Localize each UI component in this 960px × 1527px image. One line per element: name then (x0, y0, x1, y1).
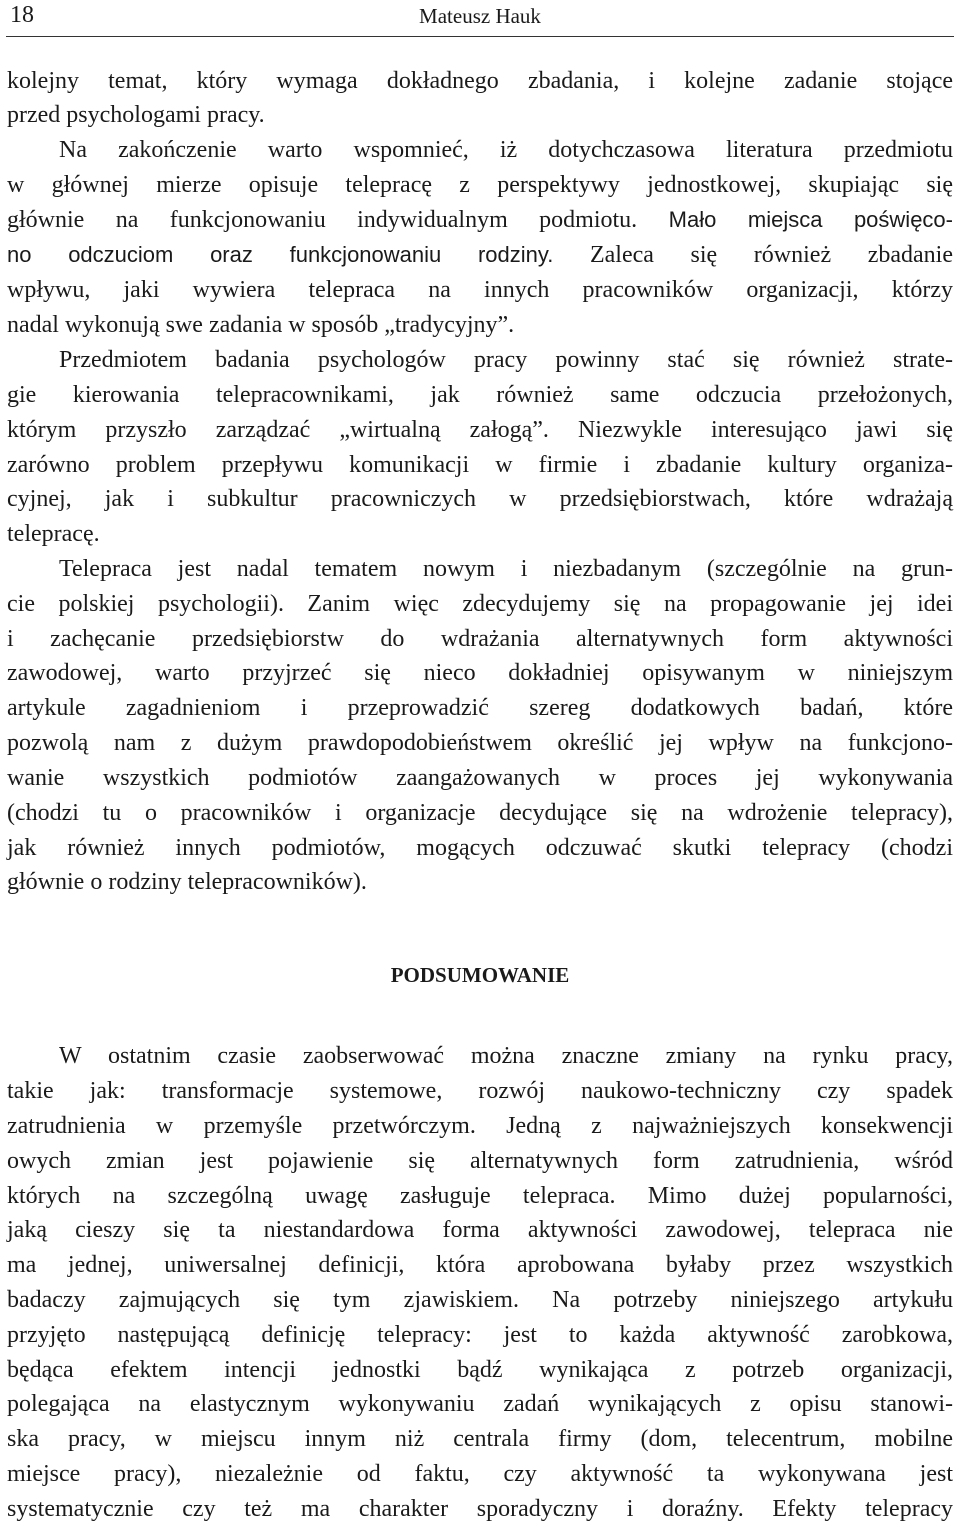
text-line: W ostatnim czasie zaobserwować można znaczne zmiany na rynku pracy, (59, 1043, 953, 1069)
text-line: Na zakończenie warto wspomnieć, iż dotychczasowa literatura przedmiotu (59, 137, 953, 163)
text-line: którym przyszło zarządzać „wirtualną załogą”. Niezwykle interesująco jawi się (7, 417, 953, 443)
text-segment: Mało miejsca poświęco- (637, 207, 953, 232)
text-line: których na szczególną uwagę zasługuje telepraca. Mimo dużej popularności, (7, 1183, 953, 1209)
text-segment: Zaleca się również zbadanie (553, 242, 953, 268)
text-line (7, 239, 953, 271)
text-segment: głównie na funkcjonowaniu indywidualnym podmiotu. (7, 207, 638, 233)
text-line: artykule zagadnieniom i przeprowadzić szereg dodatkowych badań, które (7, 695, 953, 721)
text-line: jaką cieszy się ta niestandardowa forma aktywności zawodowej, telepraca nie (7, 1217, 953, 1243)
text-line: zatrudnienia w przemyśle przetwórczym. Jedną z najważniejszych konsekwencji (7, 1113, 953, 1139)
text-line: polegająca na elastycznym wykonywaniu zadań wynikających z opisu stanowi- (7, 1391, 953, 1417)
text-line: jak również innych podmiotów, mogących odczuwać skutki telepracy (chodzi (7, 835, 953, 861)
text-line: systematycznie czy też ma charakter sporadyczny i doraźny. Efekty telepracy (7, 1496, 953, 1522)
text-line: cyjnej, jak i subkultur pracowniczych w przedsiębiorstwach, które wdrażają (7, 486, 953, 512)
text-line: badaczy zajmujących się tym zjawiskiem. Na potrzeby niniejszego artykułu (7, 1287, 953, 1313)
page-number: 18 (10, 2, 34, 28)
text-line: wanie wszystkich podmiotów zaangażowanych w proces jej wykonywania (7, 765, 953, 791)
text-line: będąca efektem intencji jednostki bądź wynikająca z potrzeb organizacji, (7, 1357, 953, 1383)
text-line: zarówno problem przepływu komunikacji w firmie i zbadanie kultury organiza- (7, 452, 953, 478)
text-segment: no odczuciom oraz funkcjonowaniu rodziny. (7, 242, 554, 267)
text-line: gie kierowania telepracownikami, jak również same odczucia przełożonych, (7, 382, 953, 408)
text-line: w głównej mierze opisuje telepracę z perspektywy jednostkowej, skupiając się (7, 172, 953, 198)
text-line (7, 204, 953, 236)
text-line: przed psychologami pracy. (7, 102, 265, 128)
text-line: wpływu, jaki wywiera telepraca na innych pracowników organizacji, którzy (7, 277, 953, 303)
page-header (6, 0, 954, 37)
section-heading: PODSUMOWANIE (390, 963, 570, 987)
running-head-author: Mateusz Hauk (419, 4, 541, 28)
text-line: nadal wykonują swe zadania w sposób „tradycyjny”. (7, 312, 515, 338)
text-line: przyjęto następującą definicję telepracy: jest to każda aktywność zarobkowa, (7, 1322, 953, 1348)
text-line: i zachęcanie przedsiębiorstw do wdrażania alternatywnych form aktywności (7, 626, 953, 652)
text-line: zawodowej, warto przyjrzeć się nieco dokładniej opisywanym w niniejszym (7, 660, 953, 686)
text-line: cie polskiej psychologii). Zanim więc zdecydujemy się na propagowanie jej idei (7, 591, 953, 617)
text-line: owych zmian jest pojawienie się alternatywnych form zatrudnienia, wśród (7, 1148, 953, 1174)
text-line: Przedmiotem badania psychologów pracy powinny stać się również strate- (59, 347, 953, 373)
text-line: telepracę. (7, 521, 100, 547)
text-line: takie jak: transformacje systemowe, rozwój naukowo-techniczny czy spadek (7, 1078, 953, 1104)
text-line: (chodzi tu o pracowników i organizacje decydujące się na wdrożenie telepracy), (7, 800, 953, 826)
text-line: miejsce pracy), niezależnie od faktu, czy aktywność ta wykonywana jest (7, 1461, 953, 1487)
text-line: ska pracy, w miejscu innym niż centrala firmy (dom, telecentrum, mobilne (7, 1426, 953, 1452)
text-line: kolejny temat, który wymaga dokładnego zbadania, i kolejne zadanie stojące (7, 68, 953, 94)
text-line: ma jednej, uniwersalnej definicji, która aprobowana byłaby przez wszystkich (7, 1252, 953, 1278)
text-line: pozwolą nam z dużym prawdopodobieństwem określić jej wpływ na funkcjono- (7, 730, 953, 756)
text-line: Telepraca jest nadal tematem nowym i niezbadanym (szczególnie na grun- (59, 556, 953, 582)
text-line: głównie o rodziny telepracowników). (7, 869, 367, 895)
